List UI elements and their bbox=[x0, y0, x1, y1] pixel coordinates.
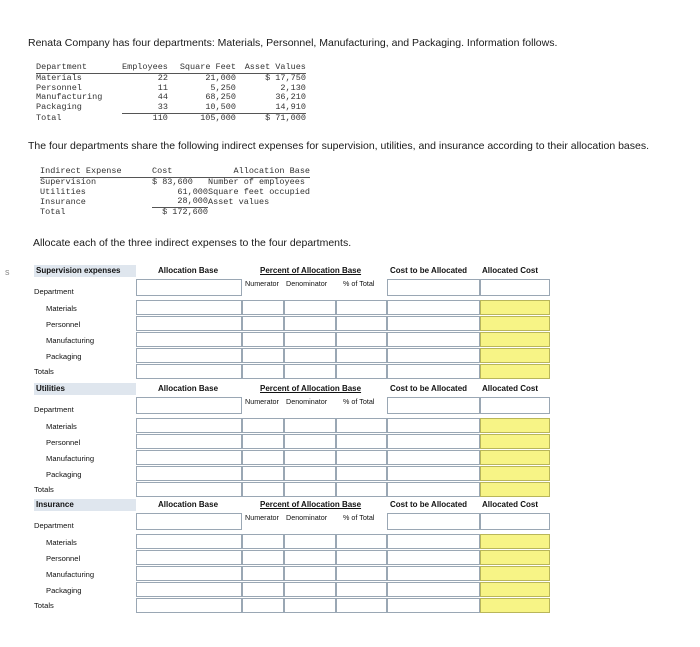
cost-to-allocate-header: Cost to be Allocated bbox=[390, 266, 468, 275]
department-label: Department bbox=[34, 521, 74, 530]
den-input-cell[interactable] bbox=[284, 332, 336, 347]
alloc-input-cell[interactable] bbox=[480, 450, 550, 465]
num-input-cell[interactable] bbox=[242, 332, 284, 347]
denominator-subheader: Denominator bbox=[286, 397, 328, 406]
base-input-cell[interactable] bbox=[136, 466, 242, 481]
pct-input-cell[interactable] bbox=[336, 466, 387, 481]
allocation-base-header: Allocation Base bbox=[158, 266, 219, 275]
dept-row-label: Personnel bbox=[46, 554, 81, 563]
cost-input-cell[interactable] bbox=[387, 513, 480, 530]
allocation-section bbox=[34, 265, 550, 381]
pct-input-cell[interactable] bbox=[336, 300, 387, 315]
share-text: The four departments share the following indirect expenses for supervision, utilities, and insurance according to their allocation bases. bbox=[28, 140, 650, 152]
cost-input-cell[interactable] bbox=[387, 316, 480, 331]
cost-input-cell[interactable] bbox=[387, 550, 480, 565]
pct-input-cell[interactable] bbox=[336, 332, 387, 347]
table-cell: 2,130 bbox=[280, 82, 306, 93]
table-cell: Materials bbox=[36, 72, 82, 83]
num-input-cell[interactable] bbox=[242, 466, 284, 481]
num-input-cell[interactable] bbox=[242, 450, 284, 465]
base-input-cell[interactable] bbox=[136, 482, 242, 497]
alloc-input-cell[interactable] bbox=[480, 300, 550, 315]
alloc-input-cell[interactable] bbox=[480, 513, 550, 530]
pct-input-cell[interactable] bbox=[336, 550, 387, 565]
table-cell: Number of employees bbox=[208, 176, 305, 187]
cost-to-allocate-header: Cost to be Allocated bbox=[390, 500, 468, 509]
numerator-subheader: Numerator bbox=[245, 397, 279, 406]
col-header: Indirect Expense bbox=[40, 167, 152, 177]
base-input-cell[interactable] bbox=[136, 418, 242, 433]
cost-input-cell[interactable] bbox=[387, 582, 480, 597]
alloc-input-cell[interactable] bbox=[480, 332, 550, 347]
pct-total-subheader: % of Total bbox=[343, 513, 375, 522]
den-input-cell[interactable] bbox=[284, 466, 336, 481]
den-input-cell[interactable] bbox=[284, 316, 336, 331]
table-cell: 105,000 bbox=[200, 112, 236, 123]
num-input-cell[interactable] bbox=[242, 434, 284, 449]
base-input-cell[interactable] bbox=[136, 513, 242, 530]
pct-input-cell[interactable] bbox=[336, 434, 387, 449]
num-input-cell[interactable] bbox=[242, 348, 284, 363]
table-cell: 110 bbox=[152, 112, 168, 123]
num-input-cell[interactable] bbox=[242, 534, 284, 549]
col-header: Asset Values bbox=[236, 63, 306, 73]
alloc-input-cell[interactable] bbox=[480, 466, 550, 481]
numerator-subheader: Numerator bbox=[245, 279, 279, 288]
den-input-cell[interactable] bbox=[284, 418, 336, 433]
base-input-cell[interactable] bbox=[136, 279, 242, 296]
pct-input-cell[interactable] bbox=[336, 534, 387, 549]
cost-input-cell[interactable] bbox=[387, 364, 480, 379]
denominator-subheader: Denominator bbox=[286, 513, 328, 522]
table-cell: 10,500 bbox=[168, 103, 236, 113]
table-cell: 11 bbox=[157, 82, 168, 93]
cost-input-cell[interactable] bbox=[387, 534, 480, 549]
den-input-cell[interactable] bbox=[284, 348, 336, 363]
allocated-cost-header: Allocated Cost bbox=[482, 266, 539, 275]
pct-input-cell[interactable] bbox=[336, 598, 387, 613]
table-cell: Manufacturing bbox=[36, 92, 103, 103]
col-header: Cost bbox=[152, 167, 208, 177]
denominator-subheader: Denominator bbox=[286, 279, 328, 288]
allocated-cost-header: Allocated Cost bbox=[482, 384, 539, 393]
cost-input-cell[interactable] bbox=[387, 332, 480, 347]
section-header bbox=[34, 265, 550, 277]
numerator-subheader: Numerator bbox=[245, 513, 279, 522]
dept-row-label: Materials bbox=[46, 422, 77, 431]
num-input-cell[interactable] bbox=[242, 482, 284, 497]
table-cell: Packaging bbox=[36, 102, 82, 113]
col-header: Employees bbox=[122, 62, 168, 72]
cost-input-cell[interactable] bbox=[387, 466, 480, 481]
table-cell: 36,210 bbox=[275, 92, 306, 103]
table-cell: 44 bbox=[157, 92, 168, 103]
den-input-cell[interactable] bbox=[284, 450, 336, 465]
pct-input-cell[interactable] bbox=[336, 582, 387, 597]
num-input-cell[interactable] bbox=[242, 582, 284, 597]
dept-row-label: Manufacturing bbox=[46, 570, 95, 579]
num-input-cell[interactable] bbox=[242, 316, 284, 331]
section-title: Utilities bbox=[34, 383, 136, 395]
base-input-cell[interactable] bbox=[136, 316, 242, 331]
pct-input-cell[interactable] bbox=[336, 450, 387, 465]
alloc-input-cell[interactable] bbox=[480, 482, 550, 497]
table-cell: Asset values bbox=[208, 196, 270, 207]
table-cell: Supervision bbox=[40, 176, 97, 187]
alloc-input-cell[interactable] bbox=[480, 279, 550, 296]
den-input-cell[interactable] bbox=[284, 550, 336, 565]
pct-input-cell[interactable] bbox=[336, 348, 387, 363]
pct-input-cell[interactable] bbox=[336, 418, 387, 433]
cost-to-allocate-header: Cost to be Allocated bbox=[390, 384, 468, 393]
dept-row-label: Personnel bbox=[46, 438, 81, 447]
den-input-cell[interactable] bbox=[284, 566, 336, 581]
table-cell: 28,000 bbox=[152, 197, 208, 207]
base-input-cell[interactable] bbox=[136, 598, 242, 613]
alloc-input-cell[interactable] bbox=[480, 348, 550, 363]
dept-row-label: Manufacturing bbox=[46, 336, 95, 345]
cost-input-cell[interactable] bbox=[387, 397, 480, 414]
dept-row-label: Packaging bbox=[46, 470, 82, 479]
base-input-cell[interactable] bbox=[136, 450, 242, 465]
pct-total-subheader: % of Total bbox=[343, 397, 375, 406]
table-cell: 5,250 bbox=[210, 82, 236, 93]
margin-mark: s bbox=[5, 267, 10, 277]
table-cell: $ 71,000 bbox=[265, 112, 306, 123]
table-cell: 33 bbox=[122, 103, 168, 113]
table-cell: Personnel bbox=[36, 82, 82, 93]
num-input-cell[interactable] bbox=[242, 364, 284, 379]
base-input-cell[interactable] bbox=[136, 348, 242, 363]
totals-label: Totals bbox=[34, 485, 54, 494]
table-cell: 14,910 bbox=[236, 103, 306, 113]
den-input-cell[interactable] bbox=[284, 582, 336, 597]
pct-input-cell[interactable] bbox=[336, 364, 387, 379]
cost-input-cell[interactable] bbox=[387, 482, 480, 497]
col-header: Square Feet bbox=[168, 63, 236, 73]
base-input-cell[interactable] bbox=[136, 550, 242, 565]
totals-label: Totals bbox=[34, 601, 54, 610]
den-input-cell[interactable] bbox=[284, 434, 336, 449]
section-header bbox=[34, 383, 550, 395]
dept-row-label: Materials bbox=[46, 538, 77, 547]
cost-input-cell[interactable] bbox=[387, 418, 480, 433]
den-input-cell[interactable] bbox=[284, 598, 336, 613]
table-cell: $ 17,750 bbox=[265, 72, 306, 83]
percent-header: Percent of Allocation Base bbox=[260, 384, 362, 393]
dept-row-label: Materials bbox=[46, 304, 77, 313]
dept-row-label: Manufacturing bbox=[46, 454, 95, 463]
intro-text: Renata Company has four departments: Materials, Personnel, Manufacturing, and Packaging. Information follows. bbox=[28, 37, 558, 49]
base-input-cell[interactable] bbox=[136, 397, 242, 414]
pct-total-subheader: % of Total bbox=[343, 279, 375, 288]
percent-header: Percent of Allocation Base bbox=[260, 266, 362, 275]
pct-input-cell[interactable] bbox=[336, 566, 387, 581]
base-input-cell[interactable] bbox=[136, 582, 242, 597]
base-input-cell[interactable] bbox=[136, 300, 242, 315]
cost-input-cell[interactable] bbox=[387, 300, 480, 315]
den-input-cell[interactable] bbox=[284, 534, 336, 549]
allocation-section bbox=[34, 499, 550, 615]
alloc-input-cell[interactable] bbox=[480, 582, 550, 597]
num-input-cell[interactable] bbox=[242, 418, 284, 433]
alloc-input-cell[interactable] bbox=[480, 397, 550, 414]
col-header: Allocation Base bbox=[208, 167, 310, 177]
section-title: Insurance bbox=[34, 499, 136, 511]
table-cell: 21,000 bbox=[205, 72, 236, 83]
totals-label: Totals bbox=[34, 367, 54, 376]
table-cell bbox=[208, 208, 310, 218]
cost-input-cell[interactable] bbox=[387, 434, 480, 449]
section-header bbox=[34, 499, 550, 511]
dept-row-label: Packaging bbox=[46, 586, 82, 595]
den-input-cell[interactable] bbox=[284, 364, 336, 379]
table-cell: $ 83,600 bbox=[152, 176, 193, 187]
base-input-cell[interactable] bbox=[136, 434, 242, 449]
allocation-section bbox=[34, 383, 550, 499]
indirect-expense-table bbox=[40, 167, 310, 218]
table-cell: 22 bbox=[157, 72, 168, 83]
allocate-instruction: Allocate each of the three indirect expenses to the four departments. bbox=[33, 237, 352, 249]
table-cell: Utilities bbox=[40, 186, 86, 197]
den-input-cell[interactable] bbox=[284, 300, 336, 315]
pct-input-cell[interactable] bbox=[336, 316, 387, 331]
base-input-cell[interactable] bbox=[136, 566, 242, 581]
percent-header: Percent of Allocation Base bbox=[260, 500, 362, 509]
table-cell: $ 172,600 bbox=[162, 207, 208, 218]
department-info-table bbox=[36, 63, 322, 124]
section-title: Supervision expenses bbox=[34, 265, 136, 277]
num-input-cell[interactable] bbox=[242, 550, 284, 565]
alloc-input-cell[interactable] bbox=[480, 316, 550, 331]
dept-row-label: Personnel bbox=[46, 320, 81, 329]
allocation-base-header: Allocation Base bbox=[158, 500, 219, 509]
alloc-input-cell[interactable] bbox=[480, 434, 550, 449]
num-input-cell[interactable] bbox=[242, 566, 284, 581]
cost-input-cell[interactable] bbox=[387, 598, 480, 613]
num-input-cell[interactable] bbox=[242, 598, 284, 613]
table-cell: 68,250 bbox=[205, 92, 236, 103]
table-cell: 61,000 bbox=[177, 186, 208, 197]
cost-input-cell[interactable] bbox=[387, 566, 480, 581]
base-input-cell[interactable] bbox=[136, 534, 242, 549]
cost-input-cell[interactable] bbox=[387, 450, 480, 465]
table-cell: Total bbox=[36, 112, 62, 123]
den-input-cell[interactable] bbox=[284, 482, 336, 497]
dept-row-label: Packaging bbox=[46, 352, 82, 361]
department-label: Department bbox=[34, 405, 74, 414]
alloc-input-cell[interactable] bbox=[480, 566, 550, 581]
base-input-cell[interactable] bbox=[136, 364, 242, 379]
alloc-input-cell[interactable] bbox=[480, 598, 550, 613]
alloc-input-cell[interactable] bbox=[480, 418, 550, 433]
alloc-input-cell[interactable] bbox=[480, 550, 550, 565]
cost-input-cell[interactable] bbox=[387, 279, 480, 296]
num-input-cell[interactable] bbox=[242, 300, 284, 315]
alloc-input-cell[interactable] bbox=[480, 364, 550, 379]
department-label: Department bbox=[34, 287, 74, 296]
col-header: Department bbox=[36, 63, 122, 73]
table-cell: Total bbox=[40, 206, 66, 217]
table-cell: Square feet occupied bbox=[208, 186, 311, 197]
pct-input-cell[interactable] bbox=[336, 482, 387, 497]
allocated-cost-header: Allocated Cost bbox=[482, 500, 539, 509]
cost-input-cell[interactable] bbox=[387, 348, 480, 363]
allocation-base-header: Allocation Base bbox=[158, 384, 219, 393]
alloc-input-cell[interactable] bbox=[480, 534, 550, 549]
table-cell: Insurance bbox=[40, 196, 86, 207]
base-input-cell[interactable] bbox=[136, 332, 242, 347]
